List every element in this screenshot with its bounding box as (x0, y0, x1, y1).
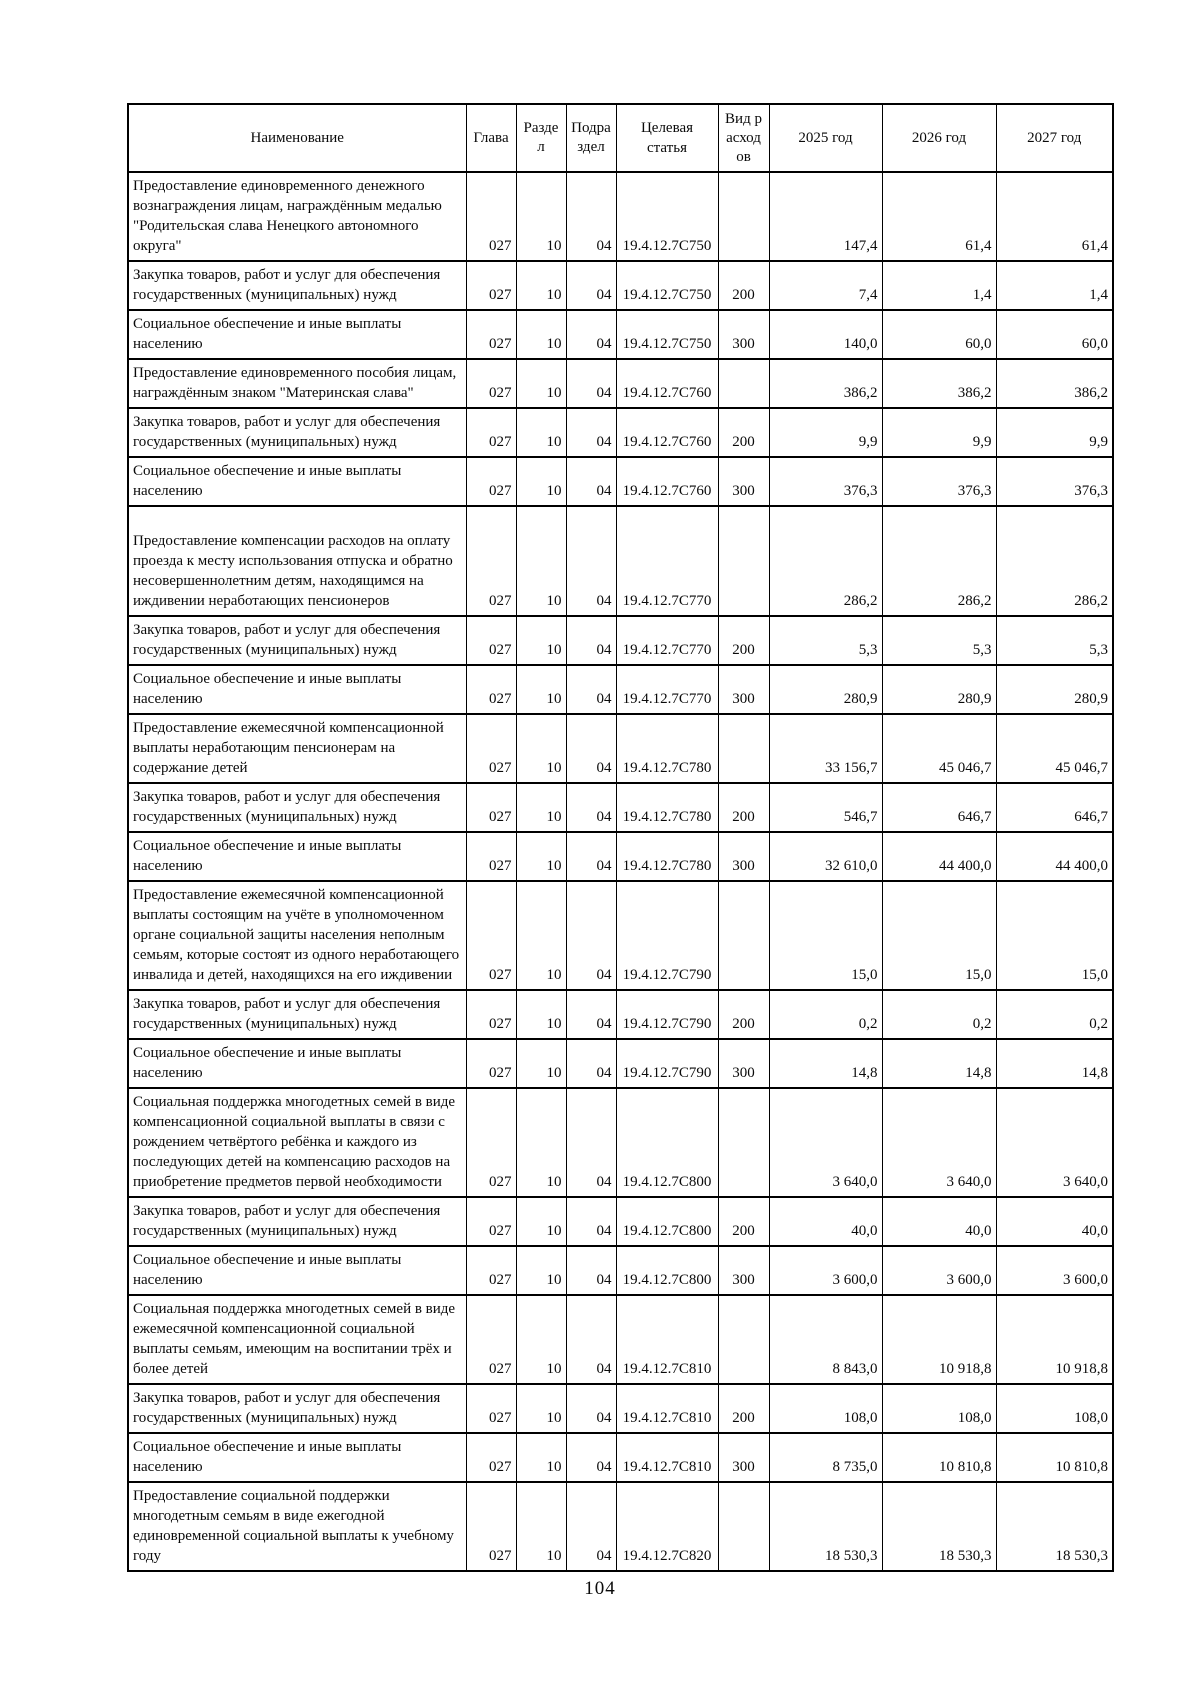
row-razdel-cell: 10 (516, 1295, 566, 1384)
row-2026-cell: 646,7 (882, 783, 996, 832)
row-vid-cell (718, 359, 769, 408)
row-razdel-cell: 10 (516, 616, 566, 665)
row-vid-cell: 200 (718, 261, 769, 310)
table-row (128, 990, 1113, 1039)
row-glava-cell: 027 (466, 408, 516, 457)
row-2026-cell: 386,2 (882, 359, 996, 408)
row-podrazdel-cell: 04 (566, 665, 616, 714)
row-article-cell: 19.4.12.7С780 (616, 783, 718, 832)
table-row (128, 261, 1113, 310)
header-razdel: Раздел (516, 104, 566, 172)
row-razdel-cell: 10 (516, 665, 566, 714)
row-2026-cell: 61,4 (882, 172, 996, 261)
row-2025-cell: 140,0 (769, 310, 882, 359)
row-podrazdel-cell: 04 (566, 1246, 616, 1295)
row-podrazdel-cell: 04 (566, 408, 616, 457)
row-2025-cell: 286,2 (769, 506, 882, 616)
row-name-cell: Социальное обеспечение и иные выплаты населению (128, 832, 466, 881)
row-vid-cell: 200 (718, 783, 769, 832)
row-article-cell: 19.4.12.7С770 (616, 616, 718, 665)
row-article-cell: 19.4.12.7С820 (616, 1482, 718, 1571)
table-row (128, 457, 1113, 506)
row-article-cell: 19.4.12.7С800 (616, 1197, 718, 1246)
row-2027-cell: 9,9 (996, 408, 1113, 457)
row-2026-cell: 44 400,0 (882, 832, 996, 881)
row-podrazdel-cell: 04 (566, 172, 616, 261)
table-row (128, 714, 1113, 783)
row-vid-cell (718, 506, 769, 616)
row-vid-cell (718, 1482, 769, 1571)
row-2026-cell: 3 600,0 (882, 1246, 996, 1295)
row-2027-cell: 15,0 (996, 881, 1113, 990)
row-razdel-cell: 10 (516, 1246, 566, 1295)
row-glava-cell: 027 (466, 1088, 516, 1197)
row-2025-cell: 14,8 (769, 1039, 882, 1088)
row-2026-cell: 1,4 (882, 261, 996, 310)
row-glava-cell: 027 (466, 783, 516, 832)
table-row (128, 310, 1113, 359)
row-podrazdel-cell: 04 (566, 359, 616, 408)
row-2027-cell: 376,3 (996, 457, 1113, 506)
row-glava-cell: 027 (466, 1433, 516, 1482)
row-2026-cell: 3 640,0 (882, 1088, 996, 1197)
row-name-cell: Закупка товаров, работ и услуг для обеспечения государственных (муниципальных) нужд (128, 616, 466, 665)
header-vid: Вид расходов (718, 104, 769, 172)
row-article-cell: 19.4.12.7С790 (616, 881, 718, 990)
row-2025-cell: 376,3 (769, 457, 882, 506)
row-2026-cell: 14,8 (882, 1039, 996, 1088)
row-name-cell: Предоставление единовременного денежного вознаграждения лицам, награждённым медалью "Родительская слава Ненецкого автономного округа" (128, 172, 466, 261)
table-row (128, 172, 1113, 261)
row-article-cell: 19.4.12.7С750 (616, 310, 718, 359)
row-name-cell: Социальное обеспечение и иные выплаты населению (128, 1246, 466, 1295)
row-article-cell: 19.4.12.7С810 (616, 1433, 718, 1482)
row-2026-cell: 10 810,8 (882, 1433, 996, 1482)
table-row (128, 1384, 1113, 1433)
row-article-cell: 19.4.12.7С760 (616, 359, 718, 408)
row-2027-cell: 1,4 (996, 261, 1113, 310)
table-row (128, 408, 1113, 457)
row-2027-cell: 40,0 (996, 1197, 1113, 1246)
row-2025-cell: 3 600,0 (769, 1246, 882, 1295)
row-2025-cell: 32 610,0 (769, 832, 882, 881)
row-2027-cell: 10 810,8 (996, 1433, 1113, 1482)
row-2025-cell: 3 640,0 (769, 1088, 882, 1197)
row-name-cell: Социальная поддержка многодетных семей в виде ежемесячной компенсационной социальной выплаты семьям, имеющим на воспитании трёх и более детей (128, 1295, 466, 1384)
row-podrazdel-cell: 04 (566, 457, 616, 506)
row-razdel-cell: 10 (516, 1039, 566, 1088)
row-2026-cell: 0,2 (882, 990, 996, 1039)
row-podrazdel-cell: 04 (566, 1197, 616, 1246)
row-glava-cell: 027 (466, 457, 516, 506)
row-2026-cell: 18 530,3 (882, 1482, 996, 1571)
row-name-cell: Социальное обеспечение и иные выплаты населению (128, 457, 466, 506)
row-2025-cell: 18 530,3 (769, 1482, 882, 1571)
row-2026-cell: 9,9 (882, 408, 996, 457)
row-razdel-cell: 10 (516, 990, 566, 1039)
row-razdel-cell: 10 (516, 881, 566, 990)
row-2025-cell: 7,4 (769, 261, 882, 310)
row-podrazdel-cell: 04 (566, 1384, 616, 1433)
row-razdel-cell: 10 (516, 457, 566, 506)
row-2027-cell: 108,0 (996, 1384, 1113, 1433)
row-name-cell: Закупка товаров, работ и услуг для обеспечения государственных (муниципальных) нужд (128, 408, 466, 457)
row-razdel-cell: 10 (516, 408, 566, 457)
row-razdel-cell: 10 (516, 832, 566, 881)
row-2027-cell: 3 600,0 (996, 1246, 1113, 1295)
header-glava: Глава (466, 104, 516, 172)
row-razdel-cell: 10 (516, 1433, 566, 1482)
row-razdel-cell: 10 (516, 714, 566, 783)
row-2025-cell: 33 156,7 (769, 714, 882, 783)
row-2025-cell: 15,0 (769, 881, 882, 990)
budget-table (127, 103, 1114, 1572)
row-article-cell: 19.4.12.7С790 (616, 1039, 718, 1088)
row-2025-cell: 8 735,0 (769, 1433, 882, 1482)
row-2025-cell: 5,3 (769, 616, 882, 665)
row-2025-cell: 546,7 (769, 783, 882, 832)
row-2027-cell: 45 046,7 (996, 714, 1113, 783)
row-article-cell: 19.4.12.7С750 (616, 261, 718, 310)
row-vid-cell (718, 881, 769, 990)
row-glava-cell: 027 (466, 616, 516, 665)
row-2027-cell: 14,8 (996, 1039, 1113, 1088)
row-vid-cell: 300 (718, 457, 769, 506)
row-name-cell: Социальное обеспечение и иные выплаты населению (128, 665, 466, 714)
table-row (128, 1482, 1113, 1571)
row-name-cell: Предоставление ежемесячной компенсационной выплаты состоящим на учёте в уполномоченном органе социальной защиты населения неполным семьям, которые состоят из одного неработающего инвалида и детей, находящихся на его иждивении (128, 881, 466, 990)
row-name-cell: Закупка товаров, работ и услуг для обеспечения государственных (муниципальных) нужд (128, 1197, 466, 1246)
row-2025-cell: 8 843,0 (769, 1295, 882, 1384)
row-razdel-cell: 10 (516, 310, 566, 359)
row-2025-cell: 386,2 (769, 359, 882, 408)
row-article-cell: 19.4.12.7С780 (616, 714, 718, 783)
row-razdel-cell: 10 (516, 359, 566, 408)
row-glava-cell: 027 (466, 714, 516, 783)
row-2025-cell: 9,9 (769, 408, 882, 457)
row-razdel-cell: 10 (516, 506, 566, 616)
row-2026-cell: 108,0 (882, 1384, 996, 1433)
row-glava-cell: 027 (466, 310, 516, 359)
header-year-2025: 2025 год (769, 104, 882, 172)
row-article-cell: 19.4.12.7С750 (616, 172, 718, 261)
row-name-cell: Закупка товаров, работ и услуг для обеспечения государственных (муниципальных) нужд (128, 783, 466, 832)
page-number: 104 (584, 1578, 616, 1599)
row-podrazdel-cell: 04 (566, 506, 616, 616)
row-2026-cell: 286,2 (882, 506, 996, 616)
row-name-cell: Закупка товаров, работ и услуг для обеспечения государственных (муниципальных) нужд (128, 990, 466, 1039)
row-podrazdel-cell: 04 (566, 1088, 616, 1197)
row-vid-cell: 200 (718, 408, 769, 457)
row-article-cell: 19.4.12.7С760 (616, 408, 718, 457)
row-razdel-cell: 10 (516, 1197, 566, 1246)
row-2026-cell: 280,9 (882, 665, 996, 714)
row-2027-cell: 44 400,0 (996, 832, 1113, 881)
row-name-cell: Предоставление компенсации расходов на оплату проезда к месту использования отпуска и обратно несовершеннолетним детям, находящимся на иждивении неработающих пенсионеров (128, 506, 466, 616)
table-row (128, 783, 1113, 832)
row-glava-cell: 027 (466, 881, 516, 990)
row-glava-cell: 027 (466, 665, 516, 714)
row-2026-cell: 376,3 (882, 457, 996, 506)
table-row (128, 616, 1113, 665)
row-vid-cell: 200 (718, 1384, 769, 1433)
row-article-cell: 19.4.12.7С780 (616, 832, 718, 881)
row-name-cell: Предоставление единовременного пособия лицам, награждённым знаком "Материнская слава" (128, 359, 466, 408)
budget-table-body (128, 172, 1113, 1571)
row-podrazdel-cell: 04 (566, 310, 616, 359)
row-2027-cell: 60,0 (996, 310, 1113, 359)
table-row (128, 506, 1113, 616)
row-podrazdel-cell: 04 (566, 881, 616, 990)
row-2027-cell: 386,2 (996, 359, 1113, 408)
row-2027-cell: 18 530,3 (996, 1482, 1113, 1571)
row-2026-cell: 15,0 (882, 881, 996, 990)
row-podrazdel-cell: 04 (566, 616, 616, 665)
row-article-cell: 19.4.12.7С800 (616, 1246, 718, 1295)
row-vid-cell: 300 (718, 665, 769, 714)
row-glava-cell: 027 (466, 1384, 516, 1433)
row-vid-cell: 200 (718, 1197, 769, 1246)
row-name-cell: Социальное обеспечение и иные выплаты населению (128, 1433, 466, 1482)
row-glava-cell: 027 (466, 1295, 516, 1384)
row-glava-cell: 027 (466, 1039, 516, 1088)
row-article-cell: 19.4.12.7С800 (616, 1088, 718, 1197)
header-article: Целевая статья (616, 104, 718, 172)
row-glava-cell: 027 (466, 832, 516, 881)
row-article-cell: 19.4.12.7С810 (616, 1384, 718, 1433)
row-razdel-cell: 10 (516, 1482, 566, 1571)
row-name-cell: Социальная поддержка многодетных семей в виде компенсационной социальной выплаты в связи с рождением четвёртого ребёнка и каждого из последующих детей на компенсацию расходов на приобретение предметов первой необходимости (128, 1088, 466, 1197)
row-article-cell: 19.4.12.7С810 (616, 1295, 718, 1384)
row-2027-cell: 280,9 (996, 665, 1113, 714)
row-2027-cell: 10 918,8 (996, 1295, 1113, 1384)
row-vid-cell (718, 714, 769, 783)
header-year-2026: 2026 год (882, 104, 996, 172)
row-razdel-cell: 10 (516, 1088, 566, 1197)
header-name: Наименование (128, 104, 466, 172)
budget-table-header (128, 104, 1113, 172)
table-row (128, 1088, 1113, 1197)
row-glava-cell: 027 (466, 359, 516, 408)
row-razdel-cell: 10 (516, 783, 566, 832)
row-vid-cell: 300 (718, 310, 769, 359)
table-row (128, 881, 1113, 990)
row-name-cell: Социальное обеспечение и иные выплаты населению (128, 310, 466, 359)
row-vid-cell: 300 (718, 832, 769, 881)
header-podrazdel: Подраздел (566, 104, 616, 172)
row-article-cell: 19.4.12.7С770 (616, 506, 718, 616)
row-glava-cell: 027 (466, 261, 516, 310)
row-glava-cell: 027 (466, 172, 516, 261)
row-2027-cell: 646,7 (996, 783, 1113, 832)
table-row (128, 665, 1113, 714)
row-razdel-cell: 10 (516, 1384, 566, 1433)
row-2026-cell: 45 046,7 (882, 714, 996, 783)
row-vid-cell (718, 1088, 769, 1197)
row-glava-cell: 027 (466, 506, 516, 616)
row-podrazdel-cell: 04 (566, 832, 616, 881)
row-name-cell: Закупка товаров, работ и услуг для обеспечения государственных (муниципальных) нужд (128, 1384, 466, 1433)
table-row (128, 832, 1113, 881)
row-2025-cell: 0,2 (769, 990, 882, 1039)
row-glava-cell: 027 (466, 1197, 516, 1246)
row-2025-cell: 108,0 (769, 1384, 882, 1433)
row-name-cell: Социальное обеспечение и иные выплаты населению (128, 1039, 466, 1088)
row-2026-cell: 5,3 (882, 616, 996, 665)
row-vid-cell: 300 (718, 1246, 769, 1295)
row-name-cell: Предоставление социальной поддержки многодетным семьям в виде ежегодной единовременной социальной выплаты к учебному году (128, 1482, 466, 1571)
row-podrazdel-cell: 04 (566, 1433, 616, 1482)
table-row (128, 1295, 1113, 1384)
row-podrazdel-cell: 04 (566, 990, 616, 1039)
row-vid-cell: 300 (718, 1039, 769, 1088)
row-vid-cell: 300 (718, 1433, 769, 1482)
row-2026-cell: 10 918,8 (882, 1295, 996, 1384)
row-vid-cell: 200 (718, 990, 769, 1039)
row-name-cell: Закупка товаров, работ и услуг для обеспечения государственных (муниципальных) нужд (128, 261, 466, 310)
row-2026-cell: 60,0 (882, 310, 996, 359)
row-razdel-cell: 10 (516, 261, 566, 310)
row-article-cell: 19.4.12.7С790 (616, 990, 718, 1039)
table-row (128, 1246, 1113, 1295)
row-podrazdel-cell: 04 (566, 1295, 616, 1384)
row-razdel-cell: 10 (516, 172, 566, 261)
row-2027-cell: 61,4 (996, 172, 1113, 261)
row-podrazdel-cell: 04 (566, 1482, 616, 1571)
row-glava-cell: 027 (466, 1246, 516, 1295)
row-vid-cell: 200 (718, 616, 769, 665)
row-2027-cell: 286,2 (996, 506, 1113, 616)
header-year-2027: 2027 год (996, 104, 1113, 172)
table-row (128, 1039, 1113, 1088)
table-row (128, 1197, 1113, 1246)
row-2025-cell: 40,0 (769, 1197, 882, 1246)
table-row (128, 1433, 1113, 1482)
row-2027-cell: 0,2 (996, 990, 1113, 1039)
row-glava-cell: 027 (466, 1482, 516, 1571)
row-glava-cell: 027 (466, 990, 516, 1039)
row-podrazdel-cell: 04 (566, 261, 616, 310)
row-2025-cell: 147,4 (769, 172, 882, 261)
row-2026-cell: 40,0 (882, 1197, 996, 1246)
row-article-cell: 19.4.12.7С770 (616, 665, 718, 714)
row-vid-cell (718, 172, 769, 261)
row-2027-cell: 5,3 (996, 616, 1113, 665)
row-podrazdel-cell: 04 (566, 1039, 616, 1088)
row-podrazdel-cell: 04 (566, 714, 616, 783)
row-vid-cell (718, 1295, 769, 1384)
row-name-cell: Предоставление ежемесячной компенсационной выплаты неработающим пенсионерам на содержание детей (128, 714, 466, 783)
row-2025-cell: 280,9 (769, 665, 882, 714)
row-2027-cell: 3 640,0 (996, 1088, 1113, 1197)
row-podrazdel-cell: 04 (566, 783, 616, 832)
header-row (128, 104, 1113, 172)
row-article-cell: 19.4.12.7С760 (616, 457, 718, 506)
table-row (128, 359, 1113, 408)
